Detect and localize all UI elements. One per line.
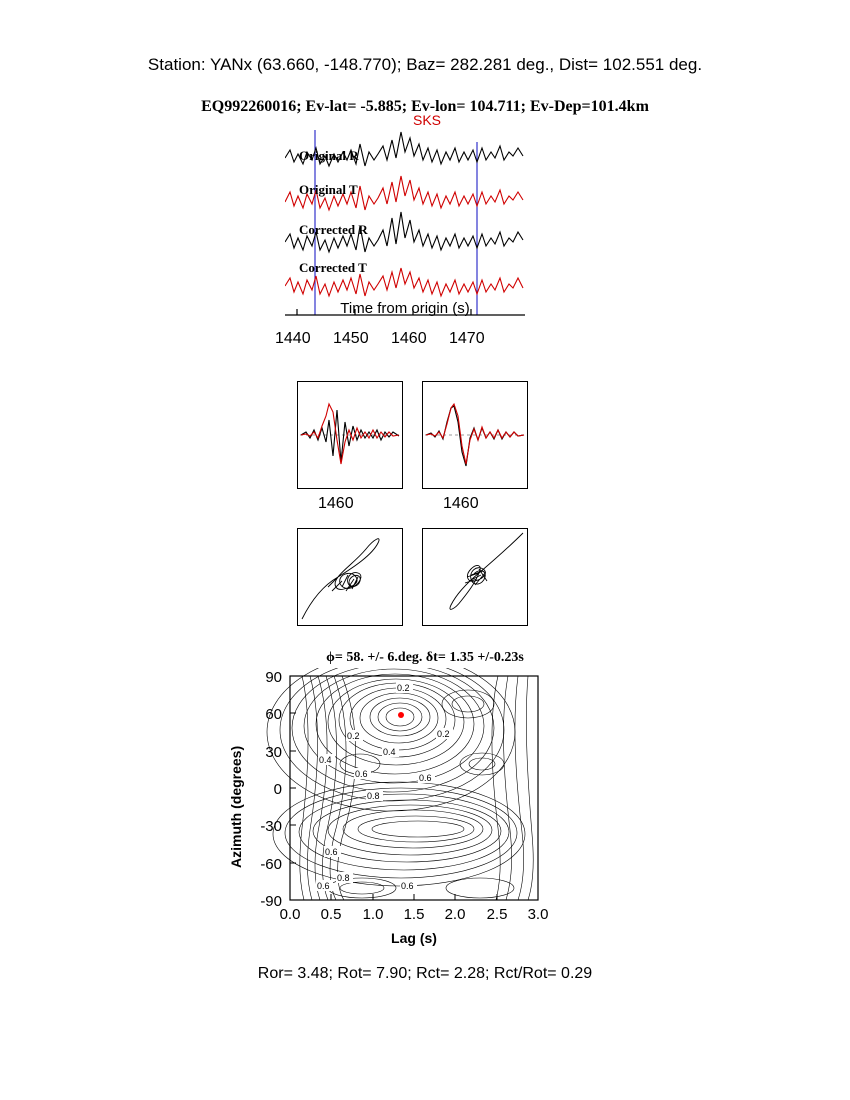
svg-text:0.2: 0.2: [437, 729, 450, 739]
svg-text:0.6: 0.6: [317, 881, 330, 891]
splitting-parameters: ϕ= 58. +/- 6.deg. δt= 1.35 +/-0.23s: [326, 650, 524, 665]
pulse-plot-corrected: [423, 382, 527, 488]
time-tick-label-0: 1440: [275, 330, 311, 347]
pulse-red-corrected: [426, 404, 524, 464]
particle-motion-plot-corrected: [423, 529, 527, 625]
event-header: EQ992260016; Ev-lat= -5.885; Ev-lon= 104.711; Ev-Dep=101.4km: [201, 98, 649, 115]
particle-motion-plot-uncorrected: [298, 529, 402, 625]
x-tick-0: 0.0: [279, 906, 301, 923]
y-tick-m90: -90: [260, 893, 282, 910]
sks-phase-label: SKS: [413, 112, 442, 128]
x-tick-05: 0.5: [320, 906, 342, 923]
label-corrected-t: Corrected T: [299, 260, 367, 275]
label-original-r: Original R: [299, 148, 359, 163]
pulse-panel-corrected: [422, 381, 528, 489]
time-tick-label-2: 1460: [391, 330, 427, 347]
quality-footer: Ror= 3.48; Rot= 7.90; Rct= 2.28; Rct/Rot= 0.29: [257, 965, 593, 982]
pulse-panel-uncorrected: [297, 381, 403, 489]
svg-text:0.2: 0.2: [397, 683, 410, 693]
svg-text:0.2: 0.2: [347, 731, 360, 741]
pulse-label-right: 1460: [443, 495, 479, 512]
svg-text:0.4: 0.4: [383, 747, 396, 757]
x-tick-15: 1.5: [403, 906, 425, 923]
svg-text:0.6: 0.6: [401, 881, 414, 891]
y-tick-m60: -60: [260, 856, 282, 873]
minimum-marker: [398, 712, 404, 718]
y-tick-60: 60: [265, 706, 282, 723]
x-tick-25: 2.5: [486, 906, 508, 923]
label-corrected-r: Corrected R: [299, 222, 368, 237]
contour-plot: [228, 668, 550, 946]
y-axis-title: Azimuth (degrees): [228, 745, 244, 868]
y-tick-30: 30: [265, 744, 282, 761]
svg-text:0.6: 0.6: [325, 847, 338, 857]
pulse-plot-uncorrected: [298, 382, 402, 488]
label-original-t: Original T: [299, 182, 358, 197]
svg-text:0.8: 0.8: [337, 873, 350, 883]
pulse-label-left: 1460: [318, 495, 354, 512]
contour-svg: [250, 668, 550, 918]
x-tick-20: 2.0: [444, 906, 466, 923]
time-axis-title: Time from origin (s): [340, 300, 470, 317]
y-tick-m30: -30: [260, 818, 282, 835]
particle-motion-uncorrected: [297, 528, 403, 626]
svg-text:0.6: 0.6: [355, 769, 368, 779]
station-header: Station: YANx (63.660, -148.770); Baz= 282.281 deg., Dist= 102.551 deg.: [147, 55, 703, 74]
svg-text:0.4: 0.4: [319, 755, 332, 765]
svg-text:0.6: 0.6: [419, 773, 432, 783]
svg-text:0.8: 0.8: [367, 791, 380, 801]
x-axis-title: Lag (s): [391, 930, 437, 946]
x-tick-10: 1.0: [362, 906, 384, 923]
x-tick-30: 3.0: [527, 906, 549, 923]
y-tick-0: 0: [273, 781, 282, 798]
time-tick-label-1: 1450: [333, 330, 369, 347]
waveform-panel: [285, 112, 525, 320]
y-tick-90: 90: [265, 669, 282, 686]
particle-motion-corrected: [422, 528, 528, 626]
time-tick-label-3: 1470: [449, 330, 485, 347]
